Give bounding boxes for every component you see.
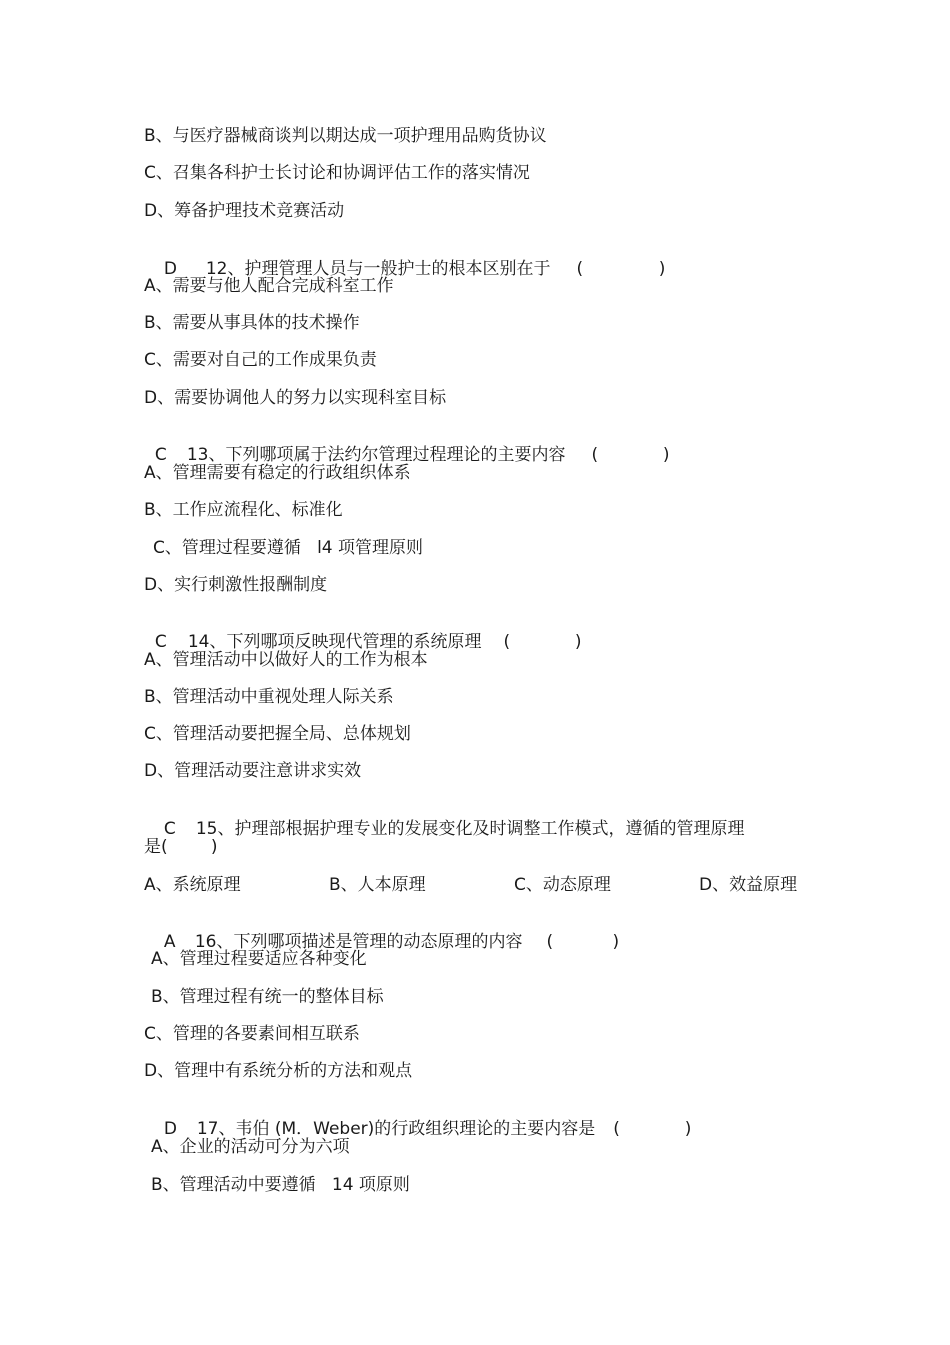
option-line: C、管理活动要把握全局、总体规划 — [144, 724, 411, 744]
option-line: D、实行刺激性报酬制度 — [144, 575, 328, 595]
option-line: C、管理过程要遵循 l4 项管理原则 — [153, 538, 424, 558]
option-line: A、管理活动中以做好人的工作为根本 — [144, 650, 428, 670]
question-text: 17、韦伯 (M．Weber)的行政组织理论的主要内容是 — [196, 1119, 596, 1139]
option-c: C、动态原理 — [514, 875, 611, 895]
option-line: A、企业的活动可分为六项 — [151, 1137, 350, 1157]
option-line: B、管理活动中重视处理人际关系 — [144, 687, 394, 707]
option-line: C、需要对自己的工作成果负责 — [144, 350, 377, 370]
option-line: A、管理需要有稳定的行政组织体系 — [144, 463, 411, 483]
option-line: D、需要协调他人的努力以实现科室目标 — [144, 388, 447, 408]
option-d: D、效益原理 — [699, 875, 798, 895]
answer-key: C — [154, 445, 167, 465]
option-line: C、管理的各要素间相互联系 — [144, 1024, 360, 1044]
option-line: B、与医疗器械商谈判以期达成一项护理用品购货协议 — [144, 126, 547, 146]
question-13 — [144, 425, 670, 465]
question-text: 13、下列哪项属于法约尔管理过程理论的主要内容 — [186, 445, 566, 465]
answer-blank: ( ) — [546, 932, 620, 952]
question-16 — [153, 912, 619, 952]
option-line: C、召集各科护士长讨论和协调评估工作的落实情况 — [144, 163, 530, 183]
answer-key: C — [163, 819, 176, 839]
question-text: 12、护理管理人员与一般护士的根本区别在于 — [205, 259, 551, 279]
question-text: 16、下列哪项描述是管理的动态原理的内容 — [194, 932, 523, 952]
option-line: B、工作应流程化、标准化 — [144, 500, 343, 520]
answer-key: D — [163, 259, 177, 279]
option-line: A、需要与他人配合完成科室工作 — [144, 276, 394, 296]
question-15 — [153, 799, 744, 839]
answer-key: D — [163, 1119, 177, 1139]
answer-blank: ( ) — [613, 1119, 692, 1139]
answer-blank: ( ) — [503, 632, 582, 652]
option-line: D、筹备护理技术竞赛活动 — [144, 201, 345, 221]
question-continuation: 是( ) — [144, 837, 218, 857]
option-a: A、系统原理 — [144, 875, 241, 895]
question-text: 15、护理部根据护理专业的发展变化及时调整工作模式，遵循的管理原理 — [195, 819, 745, 839]
question-text: 14、下列哪项反映现代管理的系统原理 — [187, 632, 482, 652]
question-17 — [153, 1099, 691, 1139]
answer-key: C — [154, 632, 167, 652]
answer-blank: ( ) — [591, 445, 670, 465]
question-14 — [144, 612, 582, 652]
question-12 — [153, 239, 665, 279]
option-b: B、人本原理 — [329, 875, 426, 895]
option-line: B、管理过程有统一的整体目标 — [151, 987, 384, 1007]
option-line: D、管理中有系统分析的方法和观点 — [144, 1061, 413, 1081]
option-line: D、管理活动要注意讲求实效 — [144, 761, 362, 781]
option-line: B、需要从事具体的技术操作 — [144, 313, 360, 333]
option-line: B、管理活动中要遵循 14 项原则 — [151, 1175, 410, 1195]
answer-blank: ( ) — [576, 259, 666, 279]
answer-key: A — [163, 932, 176, 952]
option-line: A、管理过程要适应各种变化 — [151, 949, 367, 969]
